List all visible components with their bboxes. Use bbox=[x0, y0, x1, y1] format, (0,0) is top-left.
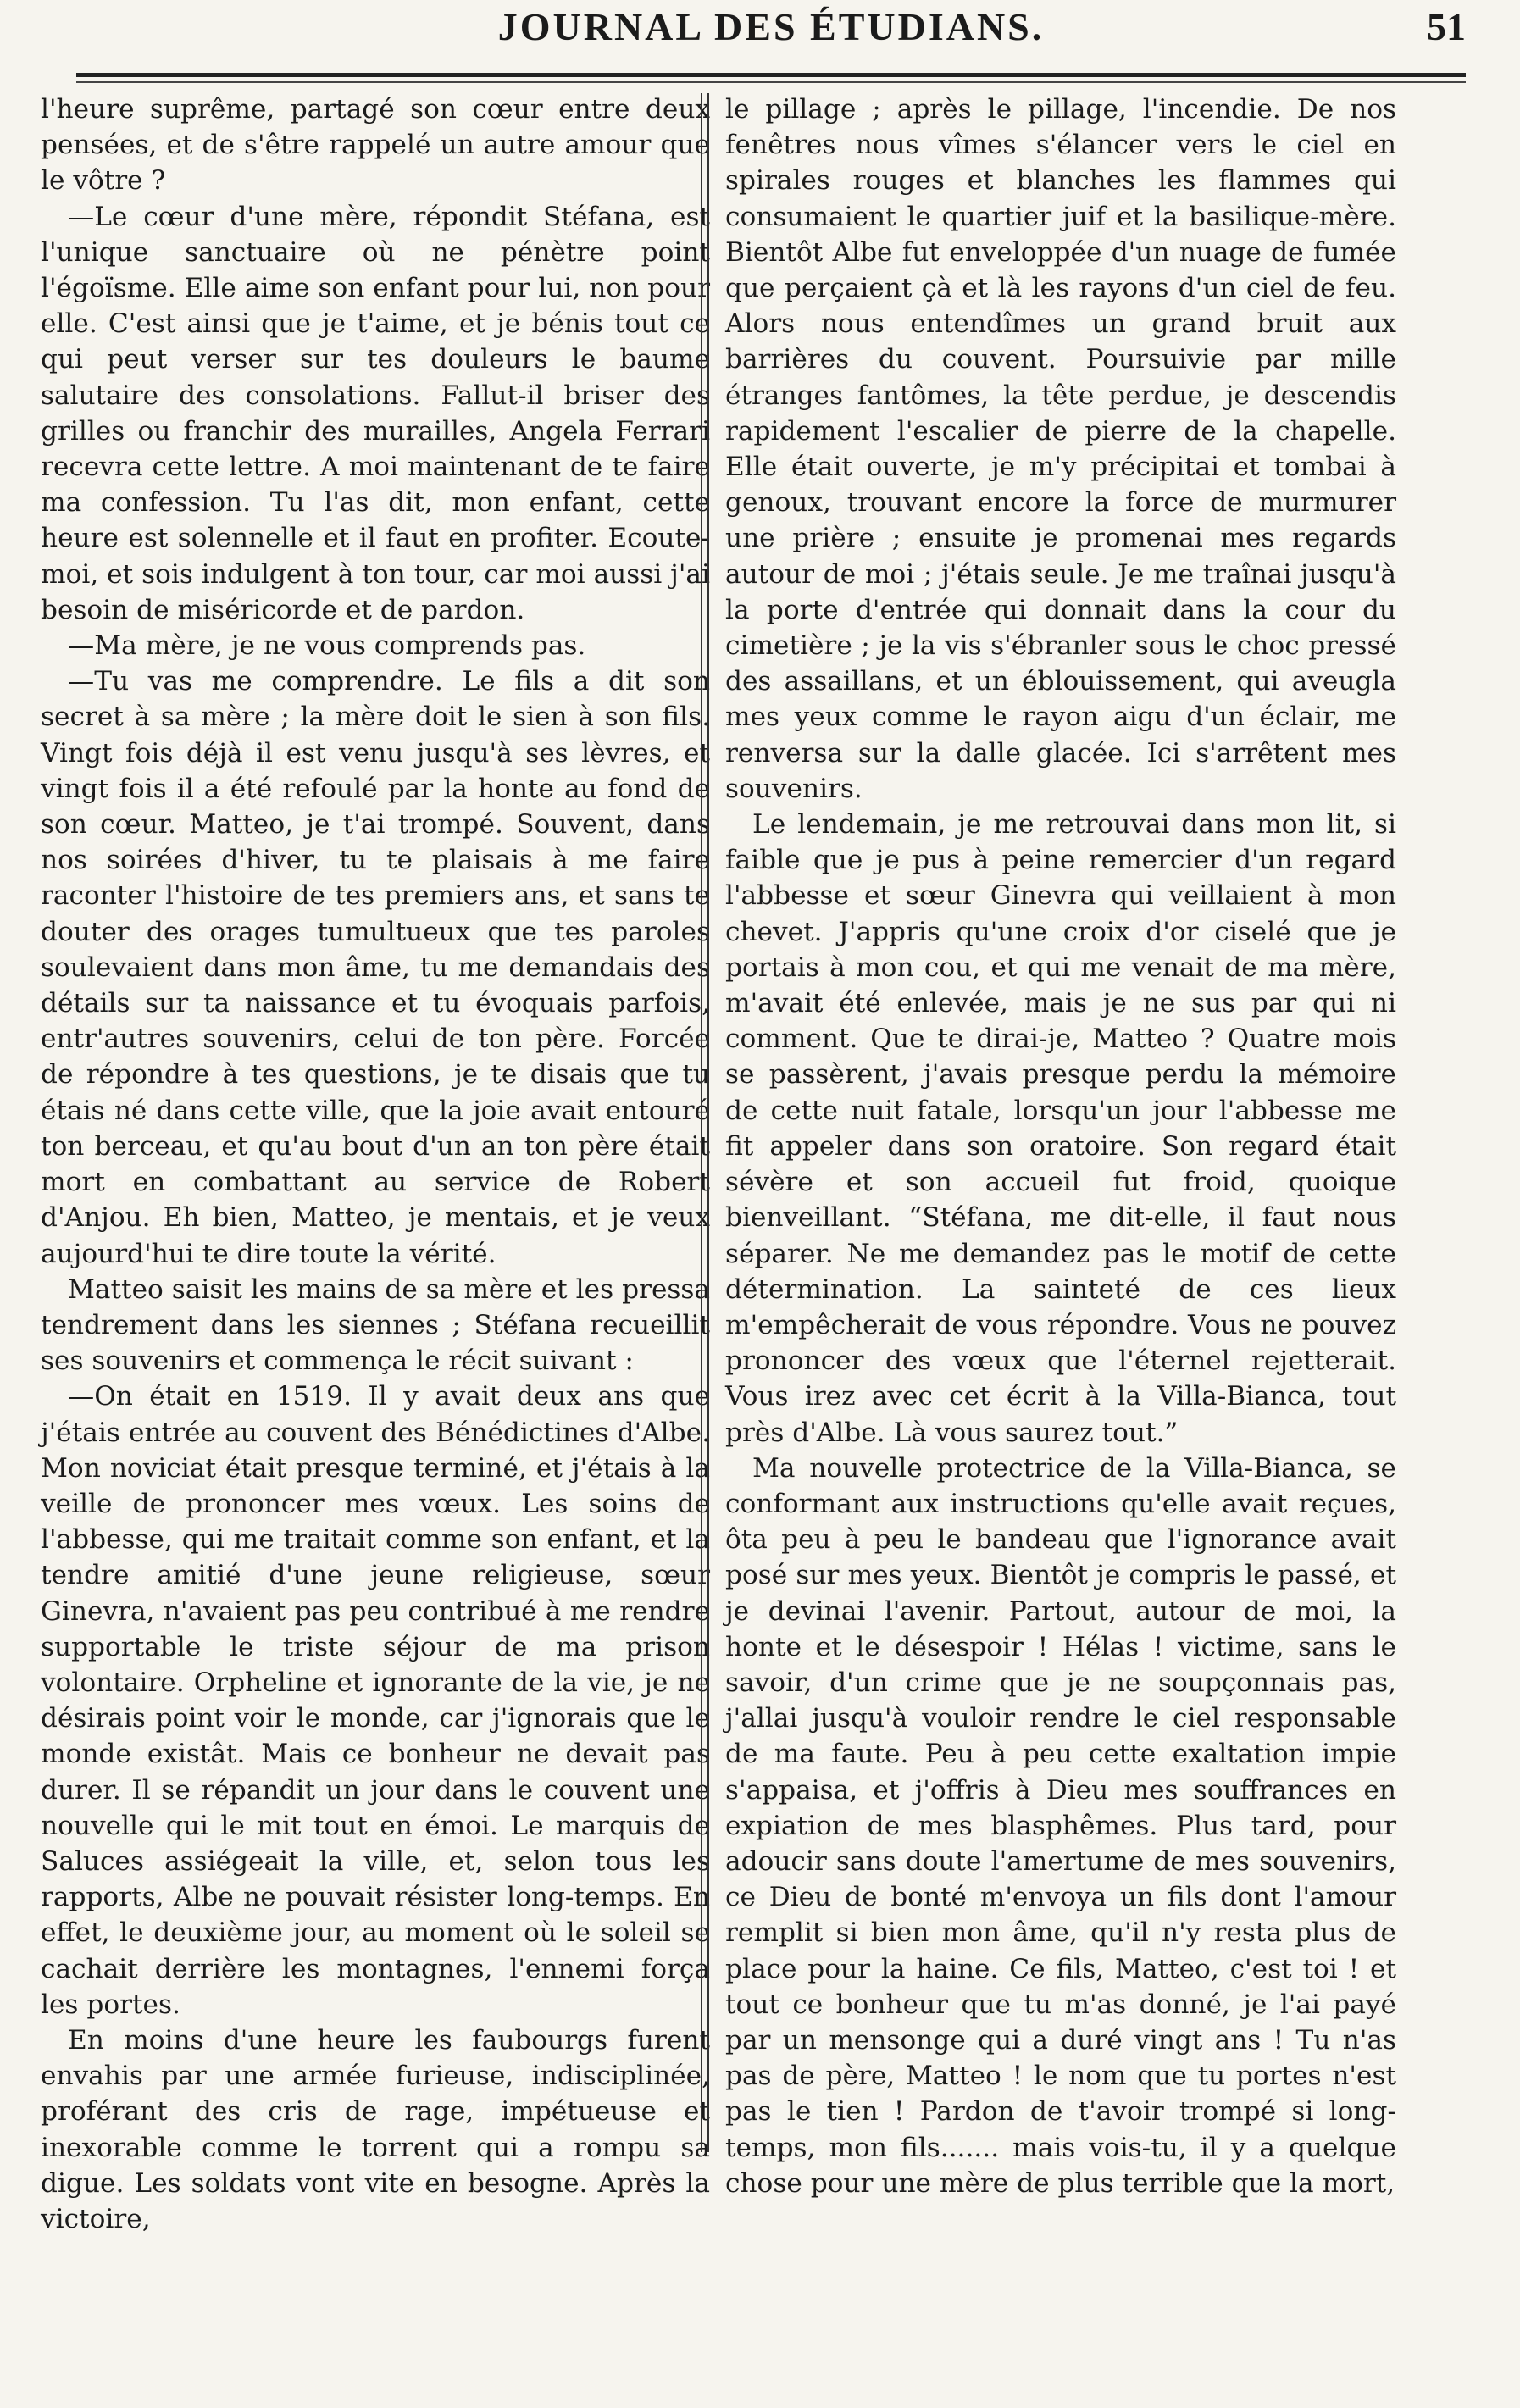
paragraph: —Ma mère, je ne vous comprends pas. bbox=[68, 630, 586, 662]
running-title: JOURNAL DES ÉTUDIANS. bbox=[497, 5, 1045, 48]
paragraph: En moins d'une heure les faubourgs furent envahis par une armée furieuse, indisciplinée, proférant des cris de rage, impétueuse et inexorable comme le torrent qui a rompu sa digue. Les soldats vont vite en besogne. Après la victoire, bbox=[41, 2024, 710, 2234]
paragraph: Le lendemain, je me retrouvai dans mon lit, si faible que je pus à peine remercier d'un regard l'abbesse et sœur Ginevra qui veillaient à mon chevet. J'appris qu'une croix d'or ciselé que je portais à mon cou, et qui me venait de ma mère, m'avait été enlevée, mais je ne sus par qui ni comment. Que te dirai-je, Matteo ? Quatre mois se passèrent, j'avais presque perdu la mémoire de cette nuit fatale, lorsqu'un jour l'abbesse me fit appeler dans son oratoire. Son regard était sévère et son accueil fut froid, quoique bienveillant. “Stéfana, me dit-elle, il faut nous séparer. Ne me demandez pas le motif de cette détermination. La sainteté de ces lieux m'empêcherait de vous répondre. Vous ne pouvez prononcer des vœux que l'éternel rejetterait. Vous irez avec cet écrit à la Villa-Bianca, tout près d'Albe. Là vous saurez tout.” bbox=[725, 809, 1396, 1448]
paragraph: l'heure suprême, partagé son cœur entre deux pensées, et de s'être rappelé un autre amour que le vôtre ? bbox=[41, 94, 710, 197]
paragraph: Ma nouvelle protectrice de la Villa-Bianca, se conformant aux instructions qu'elle avait reçues, ôta peu à peu le bandeau que l'ignorance avait posé sur mes yeux. Bientôt je compris le passé, et je devinai l'avenir. Partout, autour de moi, la honte et le désespoir ! Hélas ! victime, sans le savoir, d'un crime que je ne soupçonnais pas, j'allai jusqu'à vouloir rendre le ciel responsable de ma faute. Peu à peu cette exaltation impie s'appaisa, et j'offris à Dieu mes souffrances en expiation de mes blasphêmes. Plus tard, pour adoucir sans doute l'amertume de mes souvenirs, ce Dieu de bonté m'envoya un fils dont l'amour remplit si bien mon âme, qu'il n'y resta plus de place pour la haine. Ce fils, Matteo, c'est toi ! et tout ce bonheur que tu m'as donné, je l'ai payé par un mensonge qui a duré vingt ans ! Tu n'as pas de père, Matteo ! le nom que tu portes n'est pas le tien ! Pardon de t'avoir trompé si long-temps, mon fils....... mais vois-tu, il y a quelque chose pour une mère de plus terrible que la mort, bbox=[725, 1452, 1396, 2199]
paragraph: —Tu vas me comprendre. Le fils a dit son secret à sa mère ; la mère doit le sien à son fils. Vingt fois déjà il est venu jusqu'à ses lèvres, et vingt fois il a été refoulé par la honte au fond de son cœur. Matteo, je t'ai trompé. Souvent, dans nos soirées d'hiver, tu te plaisais à me faire raconter l'histoire de tes premiers ans, et sans te douter des orages tumultueux que tes paroles soulevaient dans mon âme, tu me demandais des détails sur ta naissance et tu évoquais parfois, entr'autres souvenirs, celui de ton père. Forcée de répondre à tes questions, je te disais que tu étais né dans cette ville, que la joie avait entouré ton berceau, et qu'au bout d'un an ton père était mort en combattant au service de Robert d'Anjou. Eh bien, Matteo, je mentais, et je veux aujourd'hui te dire toute la vérité. bbox=[41, 666, 710, 1269]
paragraph: Matteo saisit les mains de sa mère et les pressa tendrement dans les siennes ; Stéfana recueillit ses souvenirs et commença le récit suivant : bbox=[41, 1273, 710, 1377]
page-number: 51 bbox=[1427, 5, 1466, 48]
left-column bbox=[41, 92, 710, 2237]
right-column bbox=[725, 92, 1396, 2201]
column-divider bbox=[701, 93, 709, 2152]
page-header bbox=[76, 0, 1466, 73]
paragraph: —On était en 1519. Il y avait deux ans que j'étais entrée au couvent des Bénédictines d'Albe. Mon noviciat était presque terminé, et j'étais à la veille de prononcer mes vœux. Les soins de l'abbesse, qui me traitait comme son enfant, et la tendre amitié d'une jeune religieuse, sœur Ginevra, n'avaient pas peu contribué à me rendre supportable le triste séjour de ma prison volontaire. Orpheline et ignorante de la vie, je ne désirais point voir le monde, car j'ignorais que le monde existât. Mais ce bonheur ne devait pas durer. Il se répandit un jour dans le couvent une nouvelle qui le mit tout en émoi. Le marquis de Saluces assiégeait la ville, et, selon tous les rapports, Albe ne pouvait résister long-temps. En effet, le deuxième jour, au moment où le soleil se cachait derrière les montagnes, l'ennemi força les portes. bbox=[41, 1381, 710, 2020]
header-rule bbox=[76, 73, 1466, 77]
paragraph: le pillage ; après le pillage, l'incendie. De nos fenêtres nous vîmes s'élancer vers le ciel en spirales rouges et blanches les flammes qui consumaient le quartier juif et la basilique-mère. Bientôt Albe fut enveloppée d'un nuage de fumée que perçaient çà et là les rayons d'un ciel de feu. Alors nous entendîmes un grand bruit aux barrières du couvent. Poursuivie par mille étranges fantômes, la tête perdue, je descendis rapidement l'escalier de pierre de la chapelle. Elle était ouverte, je m'y précipitai et tombai à genoux, trouvant encore la force de murmurer une prière ; ensuite je promenai mes regards autour de moi ; j'étais seule. Je me traînai jusqu'à la porte d'entrée qui donnait dans la cour du cimetière ; je la vis s'ébranler sous le choc pressé des assaillans, et un éblouissement, qui aveugla mes yeux comme le rayon aigu d'un éclair, me renversa sur la dalle glacée. Ici s'arrêtent mes souvenirs. bbox=[725, 94, 1396, 804]
paragraph: —Le cœur d'une mère, répondit Stéfana, est l'unique sanctuaire où ne pénètre point l'égoïsme. Elle aime son enfant pour lui, non pour elle. C'est ainsi que je t'aime, et je bénis tout ce qui peut verser sur tes douleurs le baume salutaire des consolations. Fallut-il briser des grilles ou franchir des murailles, Angela Ferrari recevra cette lettre. A moi maintenant de te faire ma confession. Tu l'as dit, mon enfant, cette heure est solennelle et il faut en profiter. Ecoute-moi, et sois indulgent à ton tour, car moi aussi j'ai besoin de miséricorde et de pardon. bbox=[41, 201, 710, 625]
header-rule-thin bbox=[76, 81, 1466, 83]
